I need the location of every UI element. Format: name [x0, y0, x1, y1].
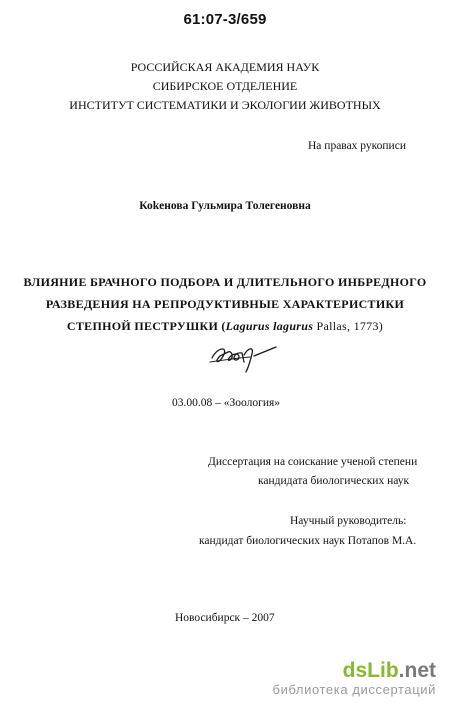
dslib-logo — [251, 660, 436, 682]
call-number: 61:07-3/659 — [183, 11, 267, 28]
degree-line-1: Диссертация на соискание ученой степени — [208, 456, 418, 468]
title-line-1: ВЛИЯНИЕ БРАЧНОГО ПОДБОРА И ДЛИТЕЛЬНОГО ИНБРЕДНОГО — [23, 275, 427, 289]
org-line-institute: ИНСТИТУТ СИСТЕМАТИКИ И ЭКОЛОГИИ ЖИВОТНЫХ — [69, 98, 381, 112]
dslib-watermark — [251, 660, 436, 698]
title-line-3-main: СТЕПНОЙ ПЕСТРУШКИ ( — [66, 319, 226, 333]
degree-line-2: кандидата биологических наук — [258, 475, 410, 487]
advisor-name: кандидат биологических наук Потапов М.А. — [199, 535, 417, 547]
dslib-logo-main: dsLib — [342, 659, 399, 682]
title-line-3 — [0, 319, 450, 334]
title-line-2: РАЗВЕДЕНИЯ НА РЕПРОДУКТИВНЫЕ ХАРАКТЕРИСТИКИ — [45, 297, 405, 311]
title-line-3-tail: Pallas, 1773) — [313, 319, 384, 333]
dslib-subtitle: библиотека диссертаций — [272, 682, 436, 697]
rights-note: На правах рукописи — [308, 140, 406, 152]
species-name: Lagurus lagurus — [225, 319, 314, 333]
city-year: Новосибирск – 2007 — [175, 612, 275, 624]
signature-icon — [204, 336, 284, 376]
author-name: Коkенова Гульмира Толегеновна — [139, 200, 311, 212]
org-line-academy: РОССИЙСКАЯ АКАДЕМИЯ НАУК — [130, 60, 320, 74]
dslib-logo-tld: .net — [398, 659, 436, 682]
specialty-code: 03.00.08 – «Зоология» — [172, 397, 281, 409]
advisor-label: Научный руководитель: — [290, 515, 407, 527]
org-line-branch: СИБИРСКОЕ ОТДЕЛЕНИЕ — [152, 79, 298, 93]
